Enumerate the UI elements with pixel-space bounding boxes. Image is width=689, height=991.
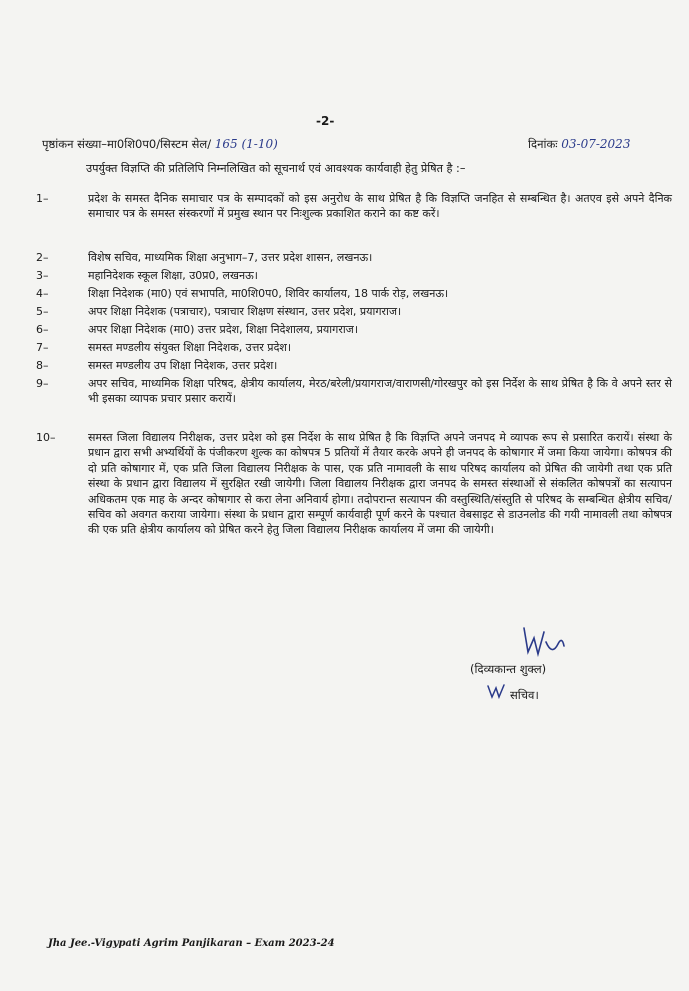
initials-mark	[486, 683, 506, 699]
reference-line	[42, 137, 662, 152]
list-item-number: 7–	[36, 341, 49, 354]
intro-text: उपर्युक्त विज्ञप्ति की प्रतिलिपि निम्नलिखित को सूचनार्थ एवं आवश्यक कार्यवाही हेतु प्रेषित है :–	[86, 162, 466, 175]
page-number: -2-	[316, 114, 335, 128]
list-item-text: प्रदेश के समस्त दैनिक समाचार पत्र के सम्पादकों को इस अनुरोध के साथ प्रेषित है कि विज्ञप्ति जनहित से सम्बन्धित है। अतएव इसे अपने दैनिक समाचार पत्र के समस्त संस्करणों में प्रमुख स्थान पर निःशुल्क प्रकाशित कराने का कष्ट करें।	[88, 192, 672, 221]
list-item-number: 10–	[36, 431, 56, 444]
list-item-text: विशेष सचिव, माध्यमिक शिक्षा अनुभाग–7, उत्तर प्रदेश शासन, लखनऊ।	[88, 251, 373, 264]
list-item-text: समस्त मण्डलीय संयुक्त शिक्षा निदेशक, उत्तर प्रदेश।	[88, 341, 292, 354]
date-block	[528, 137, 630, 152]
list-item-text: अपर सचिव, माध्यमिक शिक्षा परिषद, क्षेत्रीय कार्यालय, मेरठ/बरेली/प्रयागराज/वाराणसी/गोरखपुर को इस निर्देश के साथ प्रेषित है कि वे अपने स्तर से भी इसका व्यापक प्रचार प्रसार करायें।	[88, 377, 672, 406]
signatory-name: (दिव्यकान्त शुक्ल)	[470, 662, 547, 676]
list-item-number: 9–	[36, 377, 49, 390]
list-item	[36, 322, 672, 337]
list-item-text: समस्त मण्डलीय उप शिक्षा निदेशक, उत्तर प्रदेश।	[88, 359, 278, 372]
list-item	[36, 304, 672, 319]
list-item-number: 1–	[36, 192, 49, 205]
list-item	[36, 268, 672, 283]
footer-text: Jha Jee.-Vigypati Agrim Panjikaran – Exam 2023-24	[48, 938, 335, 949]
list-item-number: 8–	[36, 359, 49, 372]
signature-mark	[518, 624, 568, 662]
list-item	[36, 250, 672, 265]
list-item-number: 5–	[36, 305, 49, 318]
signatory-designation-block	[486, 683, 539, 703]
reference-label: पृष्ठांकन संख्या–मा0शि0प0/सिस्टम सेल/	[42, 137, 212, 151]
list-item	[36, 286, 672, 301]
list-item-text: समस्त जिला विद्यालय निरीक्षक, उत्तर प्रदेश को इस निर्देश के साथ प्रेषित है कि विज्ञप्ति अपने जनपद मे व्यापक रूप से प्रसारित करायें। संस्था के प्रधान द्वारा सभी अभ्यर्थियों के पंजीकरण शुल्क का कोषपत्र 5 प्रतियों में तैयार करके अपने ही जनपद के कोषागार में जमा किया जायेगा। कोषपत्र की दो प्रति कोषागार में, एक प्रति जिला विद्यालय निरीक्षक के पास, एक प्रति नामावली के साथ परिषद कार्यालय को प्रेषित की जायेगी तथा एक प्रति संस्था के प्रधान द्वारा विद्यालय में सुरक्षित रखी जायेगी। जिला विद्यालय निरीक्षक द्वारा जनपद के समस्त संस्थाओं से संकलित कोषपत्रों का सत्यापन अधिकतम एक माह के अन्दर कोषागार से करा लेना अनिवार्य होगा। तदोपरान्त सत्यापन की वस्तुस्थिति/संस्तुति से परिषद के सम्बन्धित क्षेत्रीय सचिव/सचिव को अवगत कराया जायेगा। संस्था के प्रधान द्वारा सम्पूर्ण कार्यवाही पूर्ण करने के पश्चात वेबसाइट से डाउनलोड की गयी नामावली तथा कोषपत्र की एक प्रति क्षेत्रीय कार्यालय को प्रेषित करने हेतु जिला विद्यालय निरीक्षक कार्यालय में जमा की जायेगी।	[88, 431, 672, 537]
list-item	[36, 358, 672, 373]
list-item-number: 4–	[36, 287, 49, 300]
list-item	[36, 340, 672, 355]
list-item-text: शिक्षा निदेशक (मा0) एवं सभापति, मा0शि0प0, शिविर कार्यालय, 18 पार्क रोड़, लखनऊ।	[88, 287, 449, 300]
list-item-number: 2–	[36, 251, 49, 264]
list-item-text: अपर शिक्षा निदेशक (मा0) उत्तर प्रदेश, शिक्षा निदेशालय, प्रयागराज।	[88, 323, 359, 336]
list-item	[36, 191, 672, 222]
list-item-number: 6–	[36, 323, 49, 336]
date-label: दिनांकः	[528, 137, 558, 151]
list-item	[36, 430, 672, 538]
handwritten-date: 03-07-2023	[561, 137, 631, 151]
signatory-designation: सचिव।	[510, 688, 539, 702]
list-item	[36, 376, 672, 407]
list-item-text: अपर शिक्षा निदेशक (पत्राचार), पत्राचार शिक्षण संस्थान, उत्तर प्रदेश, प्रयागराज।	[88, 305, 402, 318]
list-item-text: महानिदेशक स्कूल शिक्षा, उ0प्र0, लखनऊ।	[88, 269, 258, 282]
list-item-number: 3–	[36, 269, 49, 282]
handwritten-number: 165 (1-10)	[214, 137, 278, 151]
